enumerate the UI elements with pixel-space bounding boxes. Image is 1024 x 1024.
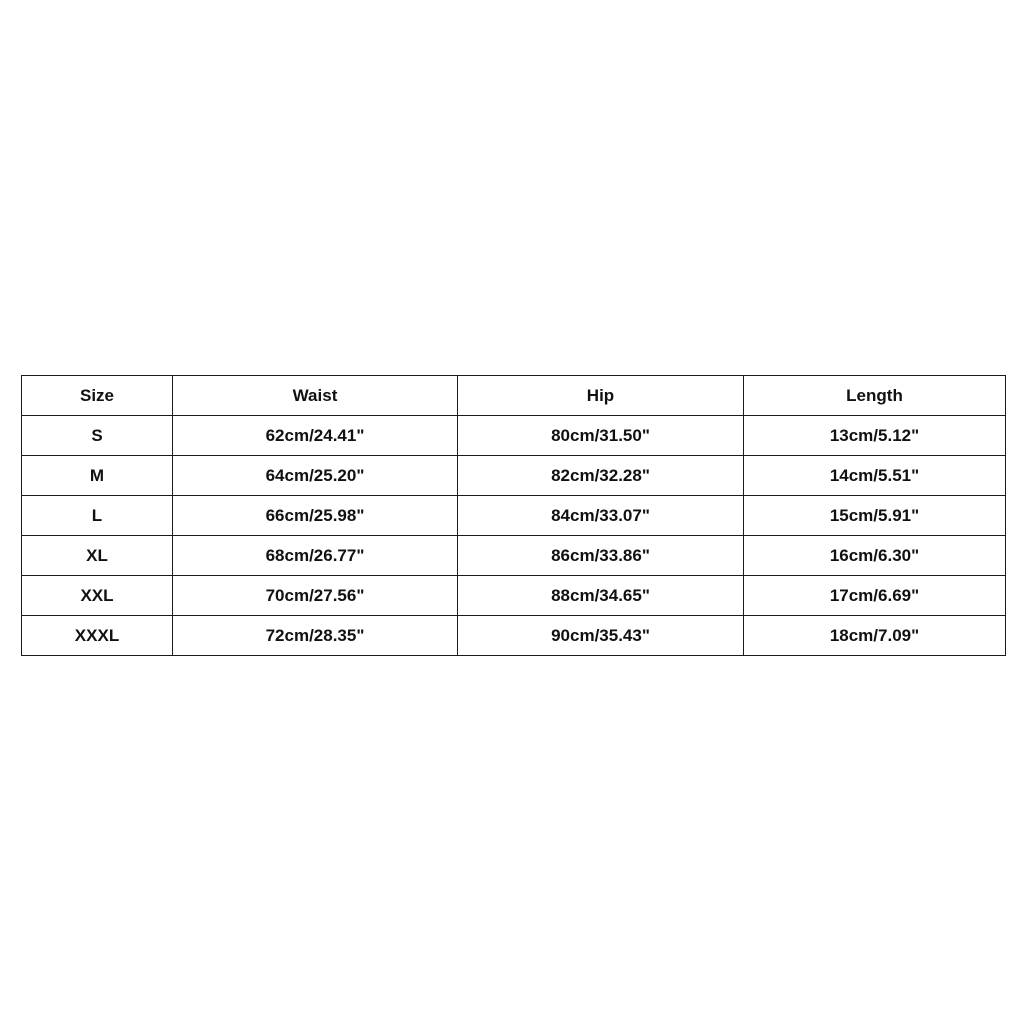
table-row bbox=[22, 616, 1006, 656]
cell-waist: 64cm/25.20" bbox=[173, 456, 458, 496]
cell-size: XXL bbox=[22, 576, 173, 616]
cell-size: M bbox=[22, 456, 173, 496]
cell-length: 14cm/5.51" bbox=[744, 456, 1006, 496]
table-row bbox=[22, 416, 1006, 456]
table-row bbox=[22, 496, 1006, 536]
cell-hip: 86cm/33.86" bbox=[458, 536, 744, 576]
header-size: Size bbox=[22, 376, 173, 416]
table-row bbox=[22, 536, 1006, 576]
cell-size: S bbox=[22, 416, 173, 456]
header-hip: Hip bbox=[458, 376, 744, 416]
cell-length: 17cm/6.69" bbox=[744, 576, 1006, 616]
cell-hip: 80cm/31.50" bbox=[458, 416, 744, 456]
header-waist: Waist bbox=[173, 376, 458, 416]
cell-hip: 90cm/35.43" bbox=[458, 616, 744, 656]
cell-hip: 82cm/32.28" bbox=[458, 456, 744, 496]
table-row bbox=[22, 456, 1006, 496]
cell-length: 16cm/6.30" bbox=[744, 536, 1006, 576]
cell-length: 18cm/7.09" bbox=[744, 616, 1006, 656]
cell-waist: 62cm/24.41" bbox=[173, 416, 458, 456]
cell-waist: 66cm/25.98" bbox=[173, 496, 458, 536]
size-chart-table bbox=[21, 375, 1006, 656]
table-row bbox=[22, 576, 1006, 616]
cell-size: XL bbox=[22, 536, 173, 576]
cell-size: XXXL bbox=[22, 616, 173, 656]
cell-hip: 88cm/34.65" bbox=[458, 576, 744, 616]
cell-size: L bbox=[22, 496, 173, 536]
cell-waist: 72cm/28.35" bbox=[173, 616, 458, 656]
cell-length: 13cm/5.12" bbox=[744, 416, 1006, 456]
cell-waist: 70cm/27.56" bbox=[173, 576, 458, 616]
table-header-row bbox=[22, 376, 1006, 416]
cell-length: 15cm/5.91" bbox=[744, 496, 1006, 536]
cell-waist: 68cm/26.77" bbox=[173, 536, 458, 576]
header-length: Length bbox=[744, 376, 1006, 416]
cell-hip: 84cm/33.07" bbox=[458, 496, 744, 536]
